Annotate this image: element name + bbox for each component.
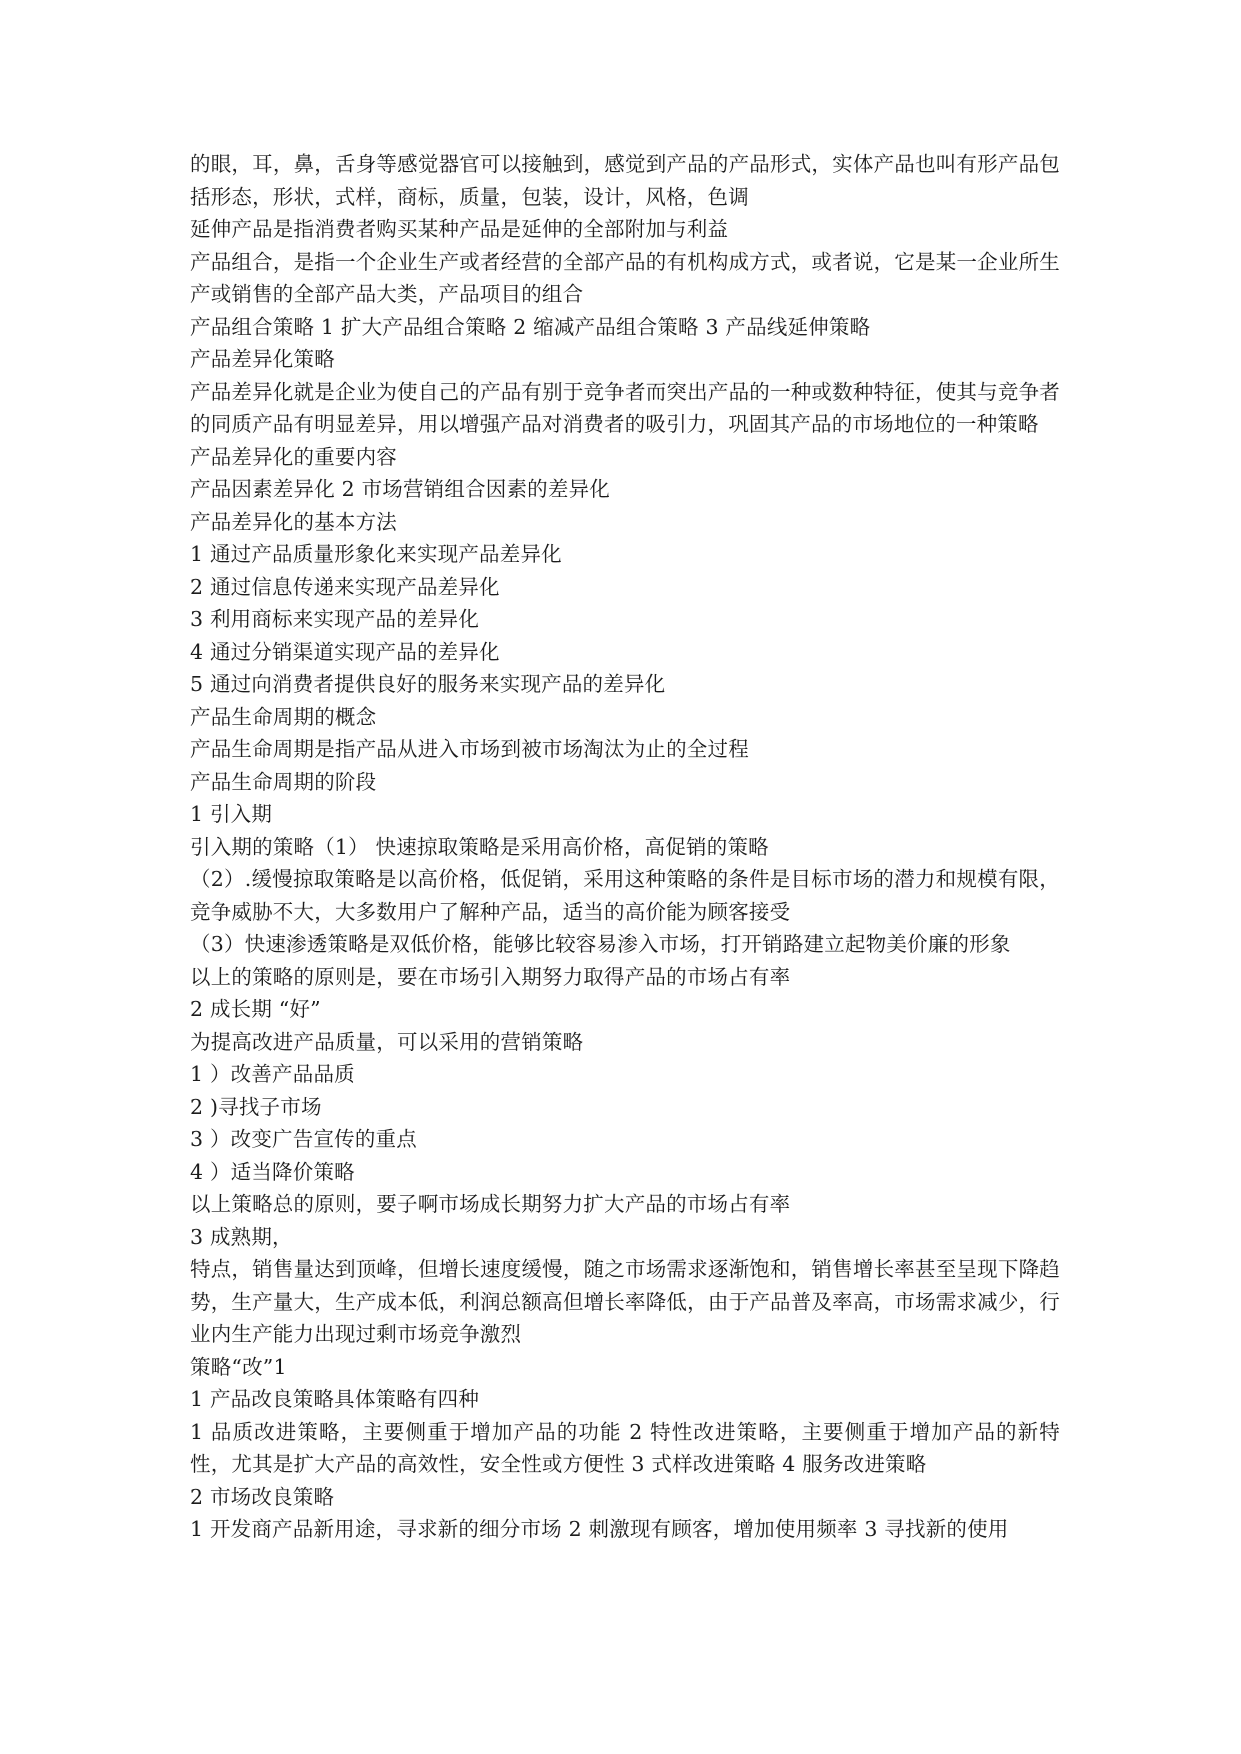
paragraph-6: 产品差异化的重要内容 — [190, 444, 397, 469]
paragraph-21: 以上的策略的原则是，要在市场引入期努力取得产品的市场占有率 — [190, 964, 791, 989]
paragraph-0: 的眼，耳，鼻，舌身等感觉器官可以接触到，感觉到产品的产品形式，实体产品也叫有形产品包括形态，形状，式样，商标，质量，包装，设计，风格，色调 — [190, 152, 1060, 209]
paragraph-20: （3）快速渗透策略是双低价格，能够比较容易渗入市场，打开销路建立起物美价廉的形象 — [190, 932, 1011, 956]
paragraph-3: 产品组合策略 1 扩大产品组合策略 2 缩减产品组合策略 3 产品线延伸策略 — [190, 314, 871, 339]
paragraph-31: 策略“改”1 — [190, 1354, 287, 1379]
paragraph-35: 1 开发商产品新用途，寻求新的细分市场 2 刺激现有顾客，增加使用频率 3 寻找新的使用 — [190, 1517, 1009, 1541]
paragraph-16: 产品生命周期的阶段 — [190, 769, 377, 794]
document-body — [190, 148, 1060, 1546]
paragraph-23: 为提高改进产品质量，可以采用的营销策略 — [190, 1029, 584, 1054]
paragraph-33: 1 品质改进策略，主要侧重于增加产品的功能 2 特性改进策略，主要侧重于增加产品的新特性，尤其是扩大产品的高效性，安全性或方便性 3 式样改进策略 4 服务改进策略 — [190, 1419, 1060, 1476]
paragraph-19: （2）.缓慢掠取策略是以高价格，低促销，采用这种策略的条件是目标市场的潜力和规模有限，竞争威胁不大，大多数用户了解种产品，适当的高价能为顾客接受 — [190, 867, 1060, 924]
paragraph-14: 产品生命周期的概念 — [190, 704, 377, 729]
paragraph-1: 延伸产品是指消费者购买某种产品是延伸的全部附加与利益 — [190, 217, 729, 241]
paragraph-8: 产品差异化的基本方法 — [190, 509, 397, 534]
paragraph-11: 3 利用商标来实现产品的差异化 — [190, 607, 480, 631]
paragraph-4: 产品差异化策略 — [190, 347, 335, 371]
paragraph-27: 4 ）适当降价策略 — [190, 1159, 355, 1184]
paragraph-5: 产品差异化就是企业为使自己的产品有别于竞争者而突出产品的一种或数种特征，使其与竞争者的同质产品有明显差异，用以增强产品对消费者的吸引力，巩固其产品的市场地位的一种策略 — [190, 379, 1060, 436]
paragraph-17: 1 引入期 — [190, 802, 273, 826]
paragraph-15: 产品生命周期是指产品从进入市场到被市场淘汰为止的全过程 — [190, 737, 749, 761]
paragraph-32: 1 产品改良策略具体策略有四种 — [190, 1387, 480, 1411]
paragraph-2: 产品组合，是指一个企业生产或者经营的全部产品的有机构成方式，或者说，它是某一企业所生产或销售的全部产品大类，产品项目的组合 — [190, 249, 1060, 306]
paragraph-34: 2 市场改良策略 — [190, 1484, 335, 1509]
paragraph-12: 4 通过分销渠道实现产品的差异化 — [190, 639, 500, 664]
paragraph-7: 产品因素差异化 2 市场营销组合因素的差异化 — [190, 477, 610, 501]
paragraph-10: 2 通过信息传递来实现产品差异化 — [190, 574, 500, 599]
paragraph-9: 1 通过产品质量形象化来实现产品差异化 — [190, 542, 562, 566]
paragraph-25: 2 )寻找子市场 — [190, 1094, 322, 1119]
paragraph-13: 5 通过向消费者提供良好的服务来实现产品的差异化 — [190, 672, 666, 696]
paragraph-22: 2 成长期 “好” — [190, 997, 321, 1021]
paragraph-18: 引入期的策略（1） 快速掠取策略是采用高价格，高促销的策略 — [190, 834, 769, 859]
paragraph-29: 3 成熟期， — [190, 1224, 293, 1249]
paragraph-30: 特点，销售量达到顶峰，但增长速度缓慢，随之市场需求逐渐饱和，销售增长率甚至呈现下降趋势，生产量大，生产成本低，利润总额高但增长率降低，由于产品普及率高，市场需求减少，行业内生产能力出现过剩市场竞争激烈 — [190, 1257, 1060, 1346]
paragraph-26: 3 ）改变广告宣传的重点 — [190, 1127, 417, 1151]
paragraph-28: 以上策略总的原则，要子啊市场成长期努力扩大产品的市场占有率 — [190, 1192, 791, 1216]
paragraph-24: 1 ）改善产品品质 — [190, 1062, 355, 1086]
